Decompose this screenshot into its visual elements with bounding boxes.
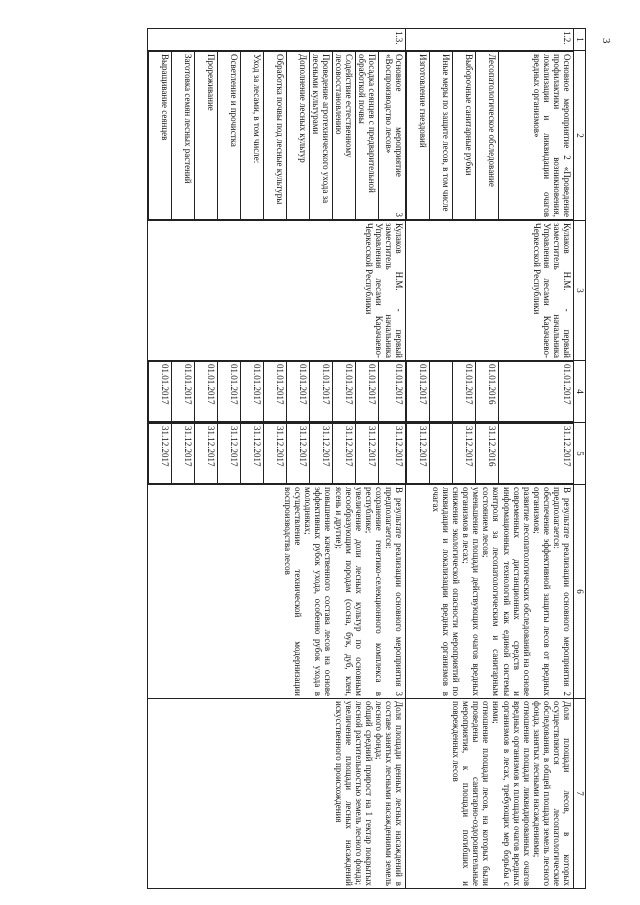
row-number: 1.2. <box>406 29 574 51</box>
start-date: 01.01.2017 <box>499 362 574 422</box>
end-date: 31.12.2017 <box>499 424 574 484</box>
start-date: 01.01.2017 <box>149 362 172 422</box>
start-date: 01.01.2017 <box>333 362 356 422</box>
header-col-5: 5 <box>574 423 586 485</box>
start-subtable <box>148 361 405 422</box>
end-date: 31.12.2017 <box>356 424 379 484</box>
sub-activity: Обработка почвы под лесные культуры <box>263 52 286 220</box>
end-date: 31.12.2017 <box>149 424 172 484</box>
sub-activity: Прореживание <box>194 52 217 220</box>
end-date: 31.12.2017 <box>379 424 406 484</box>
end-date: 31.12.2017 <box>407 424 430 484</box>
table-row <box>406 29 574 889</box>
header-col-7: 7 <box>574 699 586 889</box>
activity-title: Основное мероприятие 2 «Проведение профилактики возникновения, локализации и ликвидации очагов вредных организмов» <box>499 52 574 220</box>
responsible-person: Кулаков Н.М. - первый заместитель начальника Управления лесами Карачаево-Черкесской Республики <box>406 221 574 361</box>
sub-activity: Выборочные санитарные рубки <box>453 52 476 220</box>
activity-subtable <box>148 51 405 220</box>
header-row <box>574 29 586 889</box>
start-dates <box>147 361 405 423</box>
activity-cell <box>406 51 574 221</box>
header-col-6: 6 <box>574 485 586 699</box>
start-date: 01.01.2017 <box>287 362 310 422</box>
expected-result: В результате реализации основного мероприятия 2 предполагается: обеспечение эффективной защиты лесов от вредных организмов; развитие лесопатологических обследований на основе современных дистанционных средств и информационных технологий как единой системы контроля за лесопатологическим и санитарным состоянием лесов; уменьшение площади действующих очагов вредных организмов в лесах; снижение экологической опасности мероприятий по ликвидации и локализации вредных организмов в очагах <box>406 485 574 699</box>
end-date: 31.12.2017 <box>241 424 264 484</box>
sub-activity: Дополнение лесных культур <box>286 52 309 220</box>
end-date: 31.12.2017 <box>172 424 195 484</box>
end-date: 31.12.2017 <box>195 424 218 484</box>
start-date <box>430 362 453 422</box>
start-date: 01.01.2017 <box>407 362 430 422</box>
end-date: 31.12.2016 <box>476 424 499 484</box>
start-date: 01.01.2017 <box>379 362 406 422</box>
start-date: 01.01.2017 <box>356 362 379 422</box>
sub-activity: Заготовка семян лесных растений <box>171 52 194 220</box>
end-dates <box>147 423 405 485</box>
end-date: 31.12.2017 <box>264 424 287 484</box>
end-date: 31.12.2017 <box>310 424 333 484</box>
sub-activity: Проведение агротехнического ухода за лесными культурами <box>309 52 332 220</box>
table-row <box>147 29 405 889</box>
start-date: 01.01.2016 <box>476 362 499 422</box>
start-date: 01.01.2017 <box>453 362 476 422</box>
sub-activity: Посадка сеянцев с предварительной обработкой почвы <box>355 52 378 220</box>
start-date: 01.01.2017 <box>218 362 241 422</box>
sub-activity: Содействие естественному лесовосстановлению <box>332 52 355 220</box>
header-col-4: 4 <box>574 361 586 423</box>
page-number: 3 <box>600 38 612 44</box>
indicators: Доля площади лесов, в которых осуществляются лесопатологические обследования, в общей площади земель лесного фонда, занятых лесными насаждениями; отношение площади ликвидированных очагов вредных организмов к площади очагов вредных организмов в лесах, требующих мер борьбы с ними; отношение площади лесов, на которых были проведены санитарно-оздоровительные мероприятия, к площади погибших и поврежденных лесов <box>406 699 574 889</box>
row-number: 1.3. <box>147 29 405 51</box>
indicators: Доля площади ценных лесных насаждений в составе занятых лесными насаждениями земель лесного фонда; общий средний прирост на 1 гектар покрытых лесной растительностью земель лесного фонда; увеличение площади лесных насаждений искусственного происхождения <box>147 699 405 889</box>
rotated-table-wrapper <box>51 28 586 888</box>
start-subtable <box>406 361 573 422</box>
end-date: 31.12.2017 <box>333 424 356 484</box>
sub-activity: Изготовление гнездовий <box>407 52 430 220</box>
end-date <box>430 424 453 484</box>
sub-activity: Иные меры по защите лесов, в том числе <box>430 52 453 220</box>
header-col-2: 2 <box>574 51 586 221</box>
start-dates <box>406 361 574 423</box>
sub-activity: Уход за лесами, в том числе: <box>240 52 263 220</box>
header-col-3: 3 <box>574 221 586 361</box>
start-date: 01.01.2017 <box>172 362 195 422</box>
end-date: 31.12.2017 <box>453 424 476 484</box>
program-table <box>147 28 586 889</box>
start-date: 01.01.2017 <box>264 362 287 422</box>
end-date: 31.12.2017 <box>287 424 310 484</box>
sub-activity: Лесопатологическое обследование <box>476 52 499 220</box>
end-date: 31.12.2017 <box>218 424 241 484</box>
responsible-person: Кулаков Н.М. - первый заместитель начальника Управления лесами Карачаево-Черкесской Республики <box>147 221 405 361</box>
activity-cell <box>147 51 405 221</box>
sub-activity: Выращивание сеянцев <box>148 52 171 220</box>
expected-result: В результате реализации основного мероприятия 3 предполагается: сохранение генетико-селекционного комплекса в республике; увеличение доли лесных культур по основным лесообразующим породам (сосна, бук, дуб, клен, ясень и другие); повышение качественного состава лесов на основе эффективных рубок ухода, особенно рубок ухода в молодняках; осуществление технической модернизации воспроизводства лесов <box>147 485 405 699</box>
end-dates <box>406 423 574 485</box>
header-col-1: 1 <box>574 29 586 51</box>
sub-activity: Осветление и прочистка <box>217 52 240 220</box>
start-date: 01.01.2017 <box>241 362 264 422</box>
activity-title: Основное мероприятие 3 «Воспроизводство лесов» <box>379 52 406 220</box>
start-date: 01.01.2017 <box>310 362 333 422</box>
end-subtable <box>148 423 405 484</box>
activity-subtable <box>406 51 573 220</box>
end-subtable <box>406 423 573 484</box>
start-date: 01.01.2017 <box>195 362 218 422</box>
